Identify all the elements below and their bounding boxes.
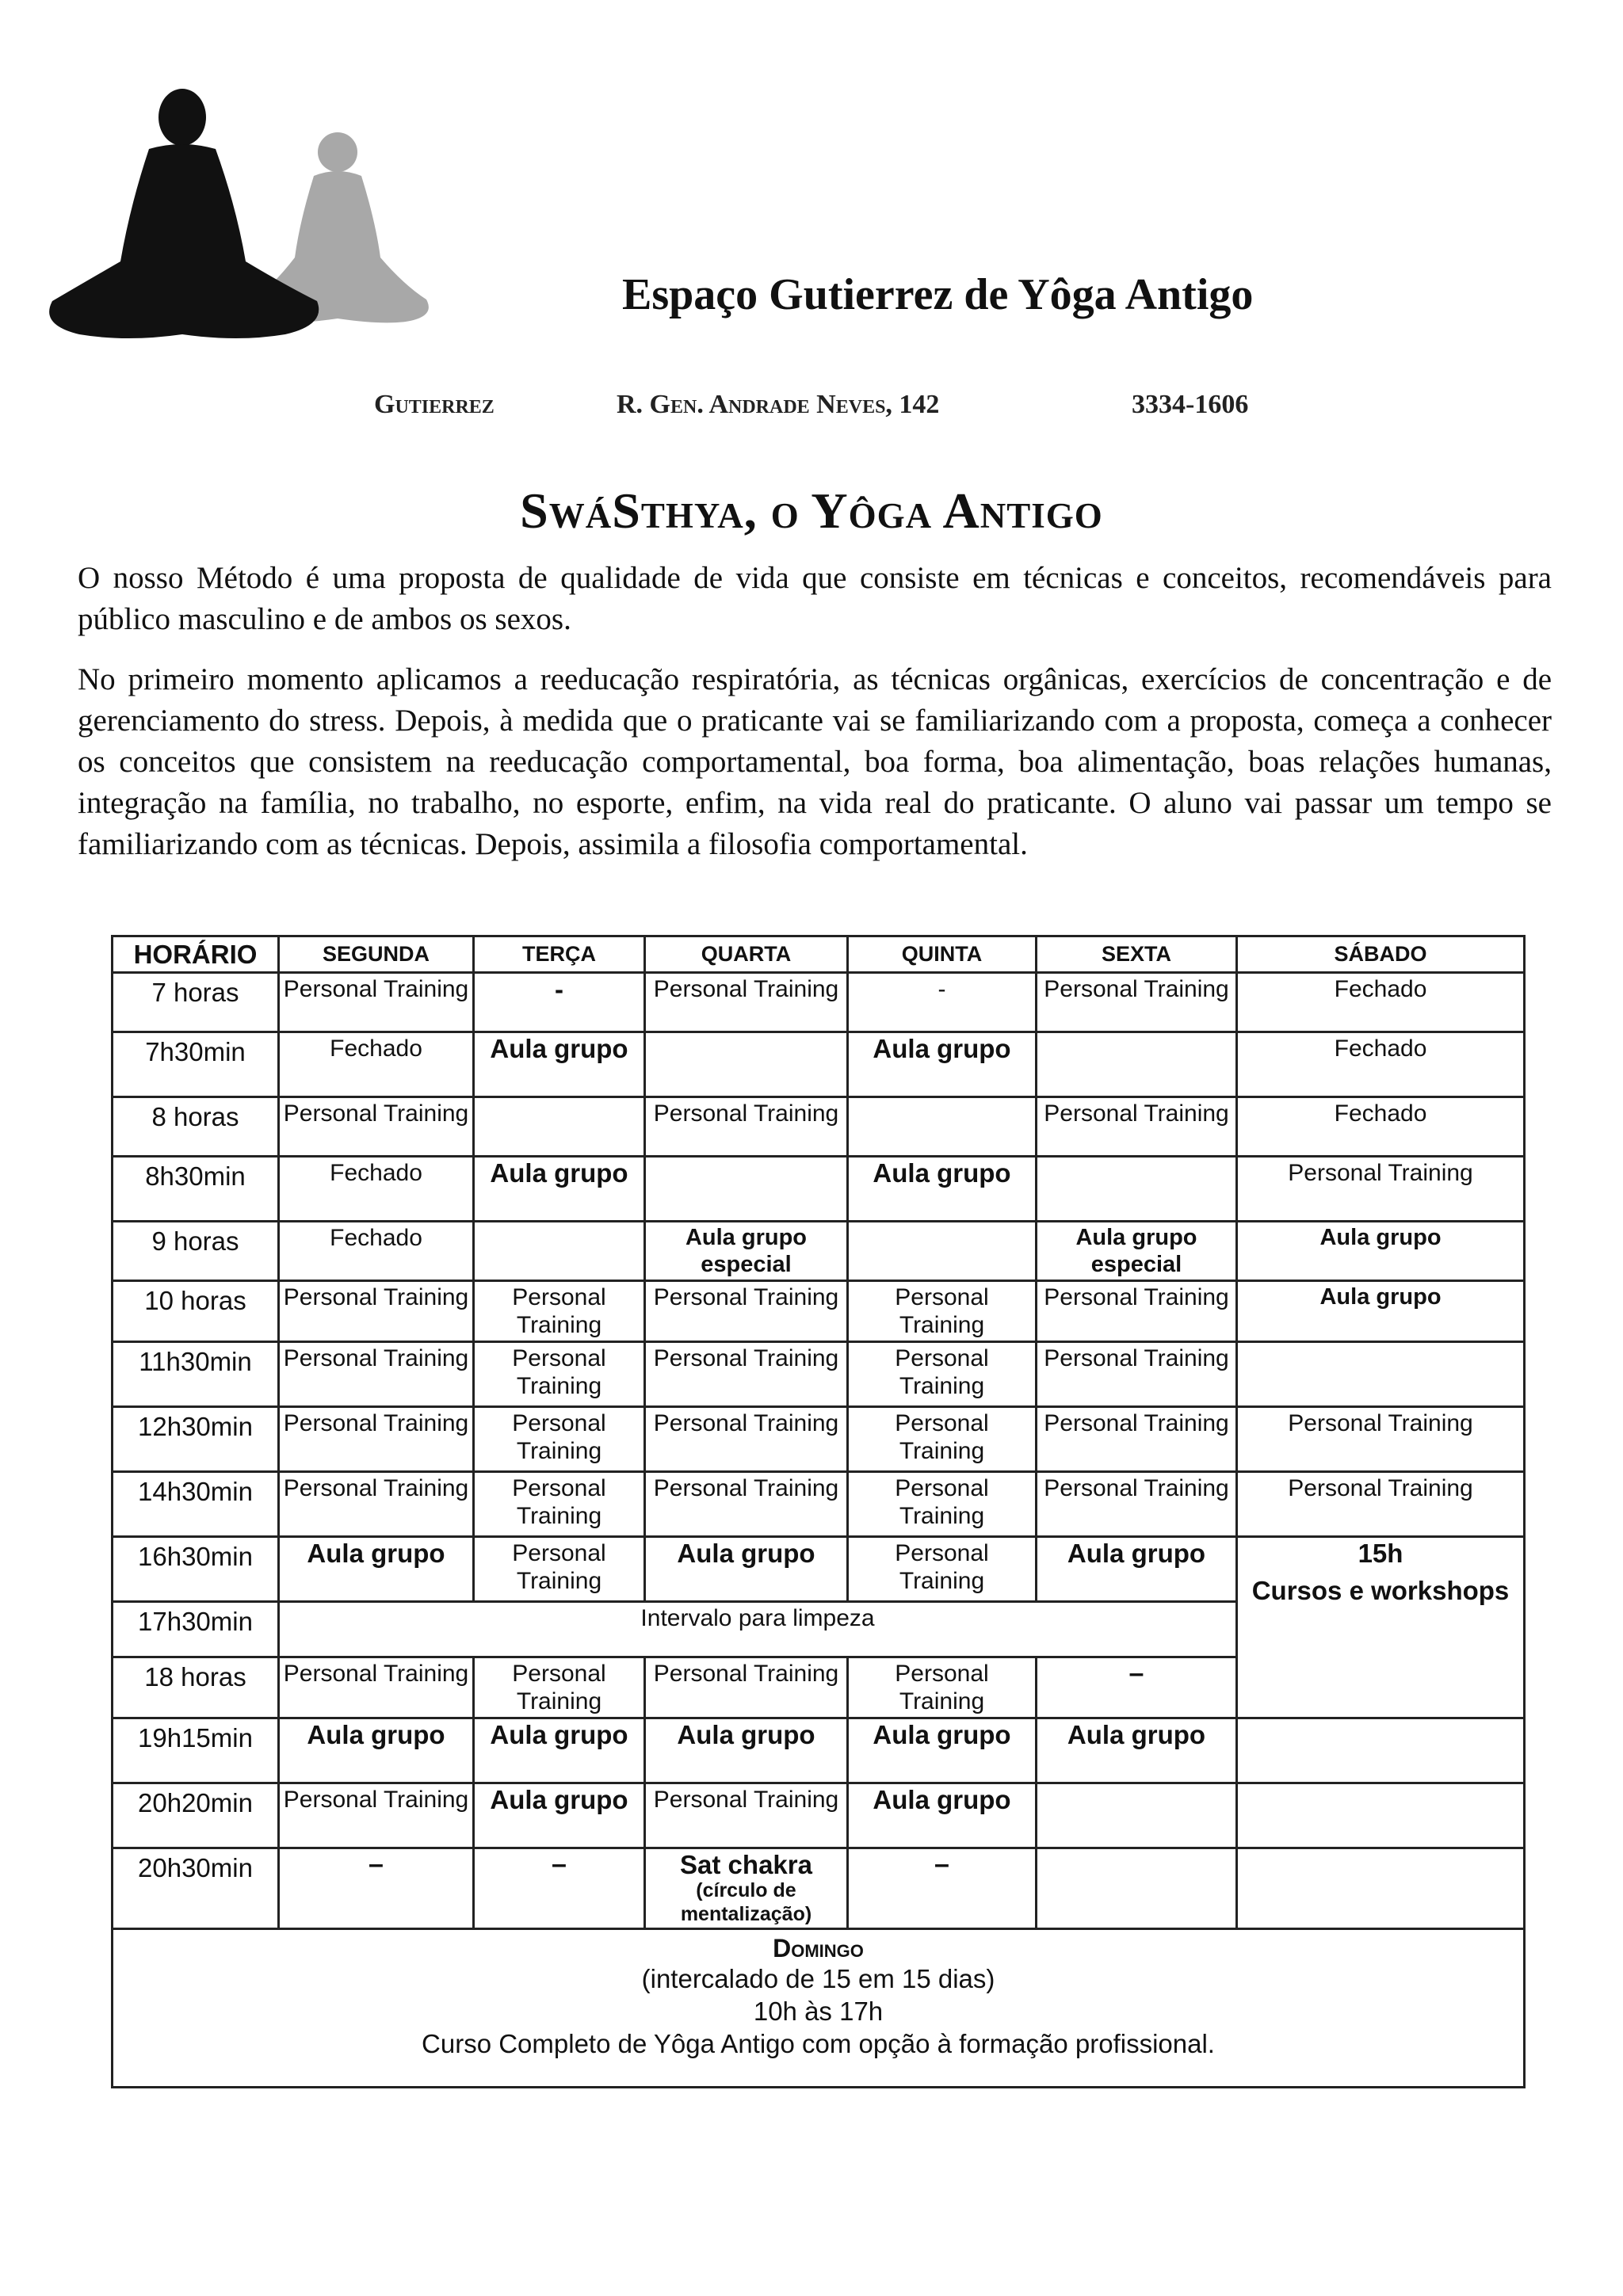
- time-cell: 12h30min: [113, 1407, 279, 1472]
- header-horario: HORÁRIO: [113, 936, 279, 973]
- schedule-cell: –: [474, 1848, 645, 1929]
- domingo-row: [113, 1929, 1525, 2088]
- schedule-cell: Personal Training: [279, 1472, 474, 1537]
- schedule-cell: Personal Training: [279, 1657, 474, 1718]
- workshop-time: 15h: [1358, 1539, 1403, 1568]
- schedule-cell: [474, 1222, 645, 1281]
- schedule-cell: Aula grupo: [848, 1157, 1037, 1222]
- header-sabado: SÁBADO: [1237, 936, 1525, 973]
- schedule-cell: Personal Training: [474, 1537, 645, 1602]
- schedule-cell: Fechado: [279, 1157, 474, 1222]
- schedule-cell: Personal Training: [474, 1657, 645, 1718]
- schedule-cell: –: [848, 1848, 1037, 1929]
- header-quinta: QUINTA: [848, 936, 1037, 973]
- schedule-cell: Personal Training: [645, 1657, 848, 1718]
- table-row: [113, 1157, 1525, 1222]
- schedule-cell: [1037, 1032, 1237, 1097]
- cleaning-interval-note: Intervalo para limpeza: [279, 1602, 1237, 1657]
- schedule-cell: Aula grupo: [848, 1718, 1037, 1783]
- table-row: [113, 1222, 1525, 1281]
- schedule-cell: Aula grupo: [279, 1537, 474, 1602]
- sat-chakra-cell: [645, 1848, 848, 1929]
- intro-paragraph: O nosso Método é uma proposta de qualidade de vida que consiste em técnicas e conceitos, recomendáveis para público masculino e de ambos os sexos.: [78, 561, 1552, 636]
- schedule-cell: Aula grupo: [1037, 1718, 1237, 1783]
- header-sexta: SEXTA: [1037, 936, 1237, 973]
- schedule-cell: Personal Training: [645, 1342, 848, 1407]
- black-figure-icon: [49, 89, 319, 338]
- schedule-cell: [645, 1157, 848, 1222]
- schedule-cell: Aula grupo: [848, 1032, 1037, 1097]
- schedule-cell: Personal Training: [645, 1097, 848, 1157]
- time-cell: 7h30min: [113, 1032, 279, 1097]
- schedule-cell: Aula grupo: [645, 1537, 848, 1602]
- schedule-cell: [1037, 1783, 1237, 1848]
- address-street: R. Gen. Andrade Neves, 142: [617, 390, 940, 419]
- table-row: [113, 1281, 1525, 1342]
- time-cell: 20h20min: [113, 1783, 279, 1848]
- schedule-cell: –: [1037, 1657, 1237, 1718]
- schedule-cell: Personal Training: [279, 1783, 474, 1848]
- schedule-cell: [1237, 1342, 1525, 1407]
- schedule-cell: [1237, 1848, 1525, 1929]
- table-row: [113, 1537, 1525, 1602]
- schedule-cell: -: [474, 973, 645, 1032]
- time-cell: 11h30min: [113, 1342, 279, 1407]
- table-row: [113, 1783, 1525, 1848]
- organization-name: Espaço Gutierrez de Yôga Antigo: [622, 270, 1254, 319]
- schedule-cell: Personal Training: [279, 1097, 474, 1157]
- schedule-cell: Personal Training: [645, 1472, 848, 1537]
- schedule-cell: Aula grupo: [645, 1718, 848, 1783]
- schedule-cell: Personal Training: [1037, 1342, 1237, 1407]
- schedule-cell: Personal Training: [1037, 1472, 1237, 1537]
- time-cell: 18 horas: [113, 1657, 279, 1718]
- table-row: [113, 1342, 1525, 1407]
- schedule-cell: Fechado: [279, 1222, 474, 1281]
- schedule-cell: [1237, 1783, 1525, 1848]
- schedule-cell: Personal Training: [848, 1472, 1037, 1537]
- header-quarta: QUARTA: [645, 936, 848, 973]
- schedule-cell: Personal Training: [848, 1657, 1037, 1718]
- schedule-cell: Aula grupo: [1237, 1281, 1525, 1342]
- schedule-cell: Personal Training: [474, 1407, 645, 1472]
- domingo-cell: [113, 1929, 1525, 2088]
- schedule-cell: Personal Training: [1037, 1407, 1237, 1472]
- schedule-cell: Aula grupo: [474, 1718, 645, 1783]
- schedule-cell: –: [279, 1848, 474, 1929]
- schedule-cell: [848, 1097, 1037, 1157]
- schedule-cell: Aula grupo: [1237, 1222, 1525, 1281]
- schedule-table: [111, 935, 1526, 2088]
- time-cell: 10 horas: [113, 1281, 279, 1342]
- schedule-cell: Personal Training: [474, 1472, 645, 1537]
- time-cell: 14h30min: [113, 1472, 279, 1537]
- schedule-cell: Personal Training: [1037, 1097, 1237, 1157]
- header-terca: TERÇA: [474, 936, 645, 973]
- time-cell: 7 horas: [113, 973, 279, 1032]
- schedule-cell: Aula grupo especial: [645, 1222, 848, 1281]
- schedule-cell: [848, 1222, 1037, 1281]
- schedule-cell: Fechado: [1237, 973, 1525, 1032]
- sat-chakra-note: (círculo de mentalização): [680, 1879, 812, 1925]
- schedule-cell: [645, 1032, 848, 1097]
- schedule-cell: Aula grupo: [474, 1783, 645, 1848]
- schedule-cell: Aula grupo: [1037, 1537, 1237, 1602]
- table-row: [113, 1848, 1525, 1929]
- schedule-cell: Aula grupo especial: [1037, 1222, 1237, 1281]
- schedule-cell: Aula grupo: [279, 1718, 474, 1783]
- schedule-cell: [474, 1097, 645, 1157]
- time-cell: 20h30min: [113, 1848, 279, 1929]
- time-cell: 16h30min: [113, 1537, 279, 1602]
- schedule-cell: Personal Training: [645, 973, 848, 1032]
- schedule-cell: Personal Training: [848, 1407, 1037, 1472]
- table-row: [113, 1097, 1525, 1157]
- schedule-cell: Aula grupo: [474, 1157, 645, 1222]
- schedule-cell: Personal Training: [279, 1281, 474, 1342]
- schedule-cell: Aula grupo: [848, 1783, 1037, 1848]
- yoga-silhouettes-logo: [48, 87, 444, 349]
- method-paragraph: No primeiro momento aplicamos a reeducação respiratória, as técnicas orgânicas, exercícios de concentração e de gerenciamento do stress. Depois, à medida que o praticante vai se familiarizando com a proposta, começa a conhecer os conceitos que consistem na reeducação comportamental, boa forma, boa alimentação, boas relações humanas, integração na família, no trabalho, no esporte, enfim, na vida real do praticante. O aluno vai passar um tempo se familiarizando com as técnicas. Depois, assimila a filosofia comportamental.: [78, 662, 1552, 861]
- schedule-cell: [1037, 1157, 1237, 1222]
- time-cell: 9 horas: [113, 1222, 279, 1281]
- schedule-cell: [1037, 1848, 1237, 1929]
- time-cell: 8 horas: [113, 1097, 279, 1157]
- schedule-cell: Personal Training: [1237, 1407, 1525, 1472]
- page-title: SwáSthya, o Yôga Antigo: [520, 482, 1103, 539]
- workshop-label: Cursos e workshops: [1251, 1576, 1510, 1605]
- table-row: [113, 1032, 1525, 1097]
- address-district: Gutierrez: [374, 390, 495, 419]
- domingo-frequency: (intercalado de 15 em 15 dias): [641, 1964, 995, 1993]
- schedule-cell: Fechado: [279, 1032, 474, 1097]
- schedule-cell: Personal Training: [474, 1281, 645, 1342]
- domingo-title: Domingo: [773, 1934, 864, 1962]
- schedule-cell: Personal Training: [645, 1407, 848, 1472]
- phone-number: 3334-1606: [1132, 390, 1249, 419]
- schedule-cell: Personal Training: [279, 973, 474, 1032]
- domingo-hours: 10h às 17h: [753, 1997, 884, 2026]
- schedule-cell: Personal Training: [279, 1342, 474, 1407]
- schedule-cell: Fechado: [1237, 1032, 1525, 1097]
- table-row: [113, 1472, 1525, 1537]
- schedule-cell: Personal Training: [848, 1342, 1037, 1407]
- schedule-cell: Personal Training: [1237, 1157, 1525, 1222]
- table-header-row: [113, 936, 1525, 973]
- saturday-workshop-block: [1237, 1537, 1525, 1718]
- table-row: [113, 973, 1525, 1032]
- domingo-course: Curso Completo de Yôga Antigo com opção à formação profissional.: [422, 2029, 1215, 2058]
- table-row: [113, 1718, 1525, 1783]
- schedule-cell: Personal Training: [474, 1342, 645, 1407]
- schedule-cell: Personal Training: [1037, 1281, 1237, 1342]
- schedule-cell: Personal Training: [1237, 1472, 1525, 1537]
- schedule-cell: Personal Training: [848, 1281, 1037, 1342]
- time-cell: 8h30min: [113, 1157, 279, 1222]
- schedule-cell: -: [848, 973, 1037, 1032]
- time-cell: 19h15min: [113, 1718, 279, 1783]
- schedule-cell: Personal Training: [645, 1783, 848, 1848]
- schedule-cell: Personal Training: [645, 1281, 848, 1342]
- schedule-cell: Personal Training: [279, 1407, 474, 1472]
- header-segunda: SEGUNDA: [279, 936, 474, 973]
- schedule-cell: Personal Training: [848, 1537, 1037, 1602]
- sat-chakra-label: Sat chakra: [680, 1850, 812, 1879]
- time-cell: 17h30min: [113, 1602, 279, 1657]
- schedule-cell: [1237, 1718, 1525, 1783]
- table-row: [113, 1407, 1525, 1472]
- schedule-cell: Personal Training: [1037, 973, 1237, 1032]
- schedule-cell: Fechado: [1237, 1097, 1525, 1157]
- schedule-cell: Aula grupo: [474, 1032, 645, 1097]
